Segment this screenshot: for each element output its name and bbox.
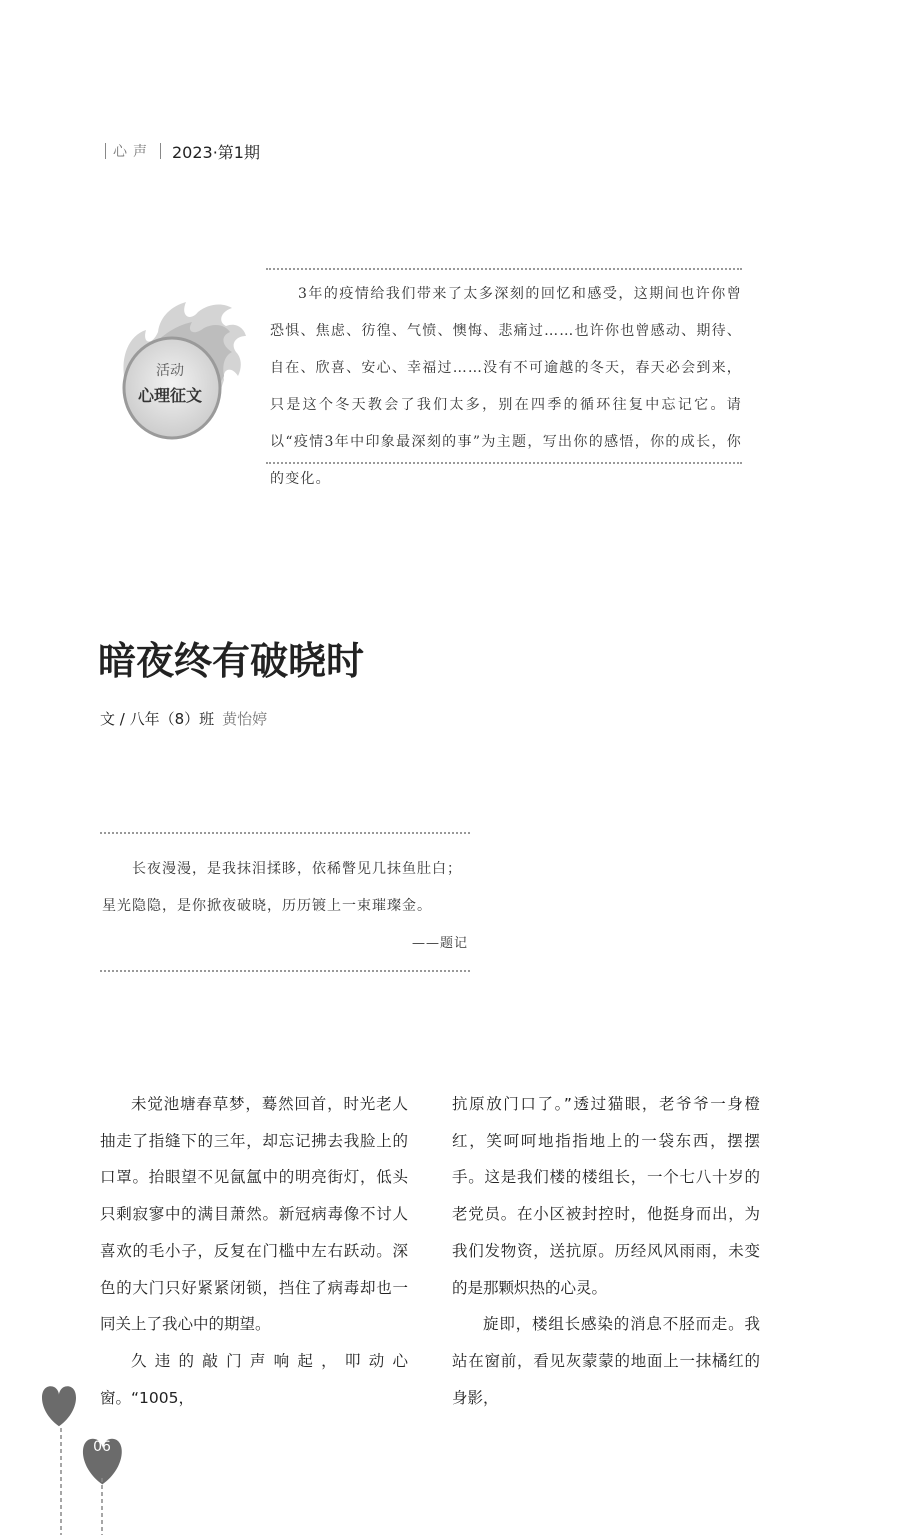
- intro-text: 3年的疫情给我们带来了太多深刻的回忆和感受，这期间也许你曾恐惧、焦虑、彷徨、气愤、懊悔、悲痛过……也许你也曾感动、期待、自在、欣喜、安心、幸福过……没有不可逾越的冬天，春天必会到来，只是这个冬天教会了我们太多，别在四季的循环往复中忘记它。请以“疫情3年中印象最深刻的事”为主题，写出你的感悟，你的成长，你的变化。: [270, 286, 742, 487]
- running-header: [98, 140, 260, 162]
- epigraph-signature: ——题记: [411, 936, 468, 951]
- byline-class: 文 / 八年（8）班: [100, 710, 215, 728]
- byline-author: 黄怡婷: [222, 710, 268, 728]
- page-number: 06: [93, 1439, 111, 1455]
- header-divider: [105, 143, 106, 159]
- badge-line-essay: 心理征文: [137, 386, 202, 405]
- issue-label: 2023·第1期: [172, 142, 260, 162]
- body-paragraph: 久违的敲门声响起，叩动心窗。“1005，: [100, 1351, 408, 1407]
- heart-string-icon: [0, 1380, 140, 1535]
- byline: [100, 708, 267, 729]
- body-paragraph: 旋即，楼组长感染的消息不胫而走。我站在窗前，看见灰蒙蒙的地面上一抹橘红的身影，: [452, 1315, 760, 1407]
- badge-line-activity: 活动: [156, 363, 184, 379]
- body-paragraph-continued: 抗原放门口了。”透过猫眼，老爷爷一身橙红，笑呵呵地指指地上的一袋东西，摆摆手。这是我们楼的楼组长，一个七八十岁的老党员。在小区被封控时，他挺身而出，为我们发物资，送抗原。历经风风雨雨，未变的是那颗炽热的心灵。: [452, 1095, 760, 1297]
- page-decoration: [0, 1380, 140, 1535]
- epigraph-box: [100, 832, 470, 972]
- body-column-right: [452, 1086, 760, 1416]
- intro-box: [266, 268, 742, 487]
- activity-badge: [112, 296, 248, 446]
- header-divider: [160, 143, 161, 159]
- epigraph-line-2: 星光隐隐，是你掀夜破晓，历历镀上一束璀璨金。: [102, 898, 432, 914]
- body-column-left: [100, 1086, 408, 1416]
- section-name: 心声: [113, 144, 153, 160]
- body-paragraph: 未觉池塘春草梦，蓦然回首，时光老人抽走了指缝下的三年，却忘记拂去我脸上的口罩。抬眼望不见氤氲中的明亮街灯，低头只剩寂寥中的满目萧然。新冠病毒像不讨人喜欢的毛小子，反复在门槛中左右跃动。深色的大门只好紧紧闭锁，挡住了病毒却也一同关上了我心中的期望。: [100, 1095, 408, 1334]
- article-title: 暗夜终有破晓时: [98, 638, 365, 683]
- epigraph-line-1: 长夜漫漫，是我抹泪揉眵，依稀瞥见几抹鱼肚白；: [132, 861, 462, 877]
